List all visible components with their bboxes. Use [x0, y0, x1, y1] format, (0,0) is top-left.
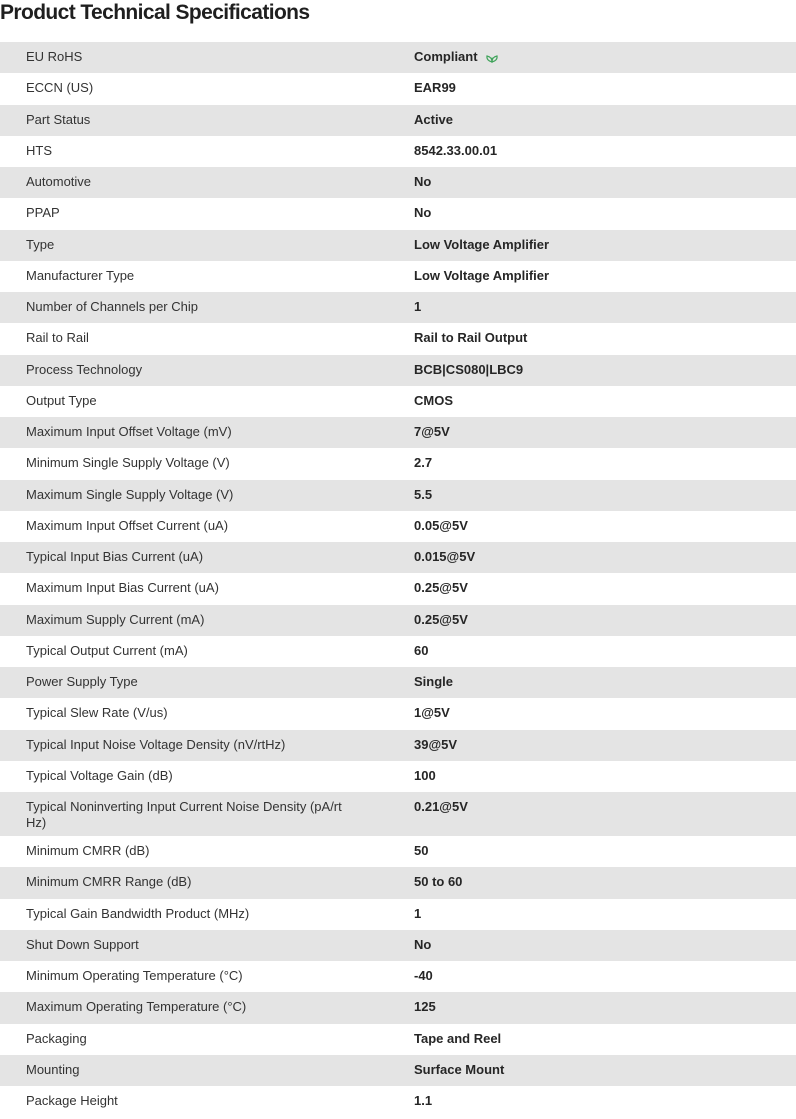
spec-row [0, 73, 796, 104]
spec-row [0, 636, 796, 667]
spec-value [414, 174, 431, 190]
spec-value-text: 7@5V [414, 424, 450, 439]
spec-value [414, 1093, 432, 1109]
spec-row [0, 230, 796, 261]
spec-label: Rail to Rail [26, 330, 89, 346]
spec-value [414, 424, 450, 440]
spec-value [414, 112, 453, 128]
spec-row [0, 867, 796, 898]
spec-table [0, 42, 796, 1117]
spec-label: Maximum Operating Temperature (°C) [26, 999, 247, 1015]
spec-value-text: CMOS [414, 392, 453, 408]
spec-label: Maximum Supply Current (mA) [26, 611, 205, 627]
spec-row [0, 698, 796, 729]
spec-label: HTS [26, 142, 52, 158]
spec-value [414, 843, 428, 859]
spec-value-text: Active [414, 111, 454, 127]
spec-row [0, 323, 796, 354]
spec-value [414, 705, 450, 721]
spec-row [0, 1086, 796, 1117]
spec-value-text: No [414, 205, 432, 221]
spec-value [414, 487, 432, 503]
spec-value-text: 2.7 [414, 455, 433, 471]
spec-label: ECCN (US) [26, 80, 94, 96]
spec-row [0, 667, 796, 698]
spec-row [0, 480, 796, 511]
spec-value-text: No [414, 174, 432, 189]
spec-value [414, 80, 456, 96]
spec-row [0, 836, 796, 867]
spec-row [0, 292, 796, 323]
spec-value-text: 39@5V [414, 736, 458, 752]
spec-value-text: Single [414, 674, 454, 689]
spec-value [414, 580, 468, 596]
spec-value [414, 49, 499, 65]
spec-value-text: No [414, 936, 432, 952]
spec-value-text: 1 [414, 905, 422, 921]
spec-label: Packaging [26, 1030, 87, 1046]
spec-row [0, 105, 796, 136]
spec-value-text: BCB|CS080|LBC9 [414, 361, 524, 377]
spec-value-text: Compliant [414, 49, 478, 64]
spec-label: Minimum CMRR Range (dB) [26, 874, 192, 890]
spec-value [414, 999, 436, 1015]
spec-label: Maximum Input Offset Current (uA) [26, 517, 229, 533]
spec-label: Maximum Single Supply Voltage (V) [26, 486, 234, 502]
spec-row [0, 167, 796, 198]
spec-row [0, 573, 796, 604]
spec-label: Automotive [26, 174, 92, 189]
spec-value-text: Surface Mount [414, 1061, 505, 1077]
spec-value [414, 874, 462, 890]
spec-value [414, 737, 457, 753]
spec-value-text: 1@5V [414, 705, 450, 721]
spec-label: Maximum Input Bias Current (uA) [26, 580, 219, 596]
spec-value-text: 0.25@5V [414, 611, 468, 627]
spec-label: Typical Input Noise Voltage Density (nV/rtHz) [26, 736, 286, 752]
spec-value [414, 549, 475, 565]
spec-label: Power Supply Type [26, 674, 138, 689]
spec-label: Maximum Input Offset Voltage (mV) [26, 424, 232, 439]
spec-label: Typical Slew Rate (V/us) [26, 705, 168, 721]
spec-row [0, 448, 796, 479]
spec-value-text: EAR99 [414, 80, 456, 96]
spec-row [0, 386, 796, 417]
spec-value [414, 518, 468, 534]
spec-row [0, 899, 796, 930]
spec-value [414, 612, 468, 628]
spec-value [414, 768, 436, 784]
spec-value [414, 674, 453, 690]
spec-value [414, 393, 453, 409]
spec-label: EU RoHS [26, 49, 83, 64]
spec-value-text: 100 [414, 767, 436, 783]
spec-row [0, 136, 796, 167]
spec-label: Part Status [26, 111, 91, 127]
spec-row [0, 417, 796, 448]
spec-value [414, 268, 549, 284]
spec-label: Number of Channels per Chip [26, 299, 198, 314]
spec-value [414, 643, 428, 659]
spec-label: PPAP [26, 205, 60, 221]
spec-label: Shut Down Support [26, 936, 139, 952]
spec-value [414, 205, 431, 221]
spec-value [414, 906, 421, 922]
spec-label: Process Technology [26, 361, 143, 377]
spec-row [0, 992, 796, 1023]
page-title: Product Technical Specifications [0, 1, 310, 24]
spec-value [414, 455, 432, 471]
spec-label: Minimum Operating Temperature (°C) [26, 968, 243, 983]
spec-value [414, 362, 523, 378]
spec-label: Type [26, 236, 55, 252]
spec-row [0, 261, 796, 292]
spec-label: Mounting [26, 1061, 80, 1077]
spec-value [414, 799, 468, 815]
spec-value [414, 968, 433, 984]
spec-value-text: Low Voltage Amplifier [414, 267, 550, 283]
spec-value-text: Rail to Rail Output [414, 330, 528, 346]
spec-value-text: 50 [414, 843, 429, 858]
spec-value-text: 60 [414, 642, 429, 658]
spec-value [414, 1062, 504, 1078]
spec-label: Typical Input Bias Current (uA) [26, 549, 204, 564]
spec-value-text: 0.015@5V [414, 549, 476, 564]
spec-row [0, 511, 796, 542]
spec-value-text: 0.21@5V [414, 799, 468, 814]
spec-label: Minimum CMRR (dB) [26, 843, 150, 858]
spec-row [0, 1055, 796, 1086]
spec-value-text: 125 [414, 999, 436, 1015]
spec-value-text: 8542.33.00.01 [414, 142, 498, 158]
spec-value-text: 1.1 [414, 1093, 433, 1108]
spec-label: Typical Output Current (mA) [26, 642, 188, 658]
spec-value-text: 50 to 60 [414, 874, 463, 890]
spec-value [414, 237, 549, 253]
spec-value [414, 143, 497, 159]
spec-value-text: 1 [414, 299, 422, 314]
spec-value-text: -40 [414, 968, 433, 983]
spec-row [0, 792, 796, 836]
spec-value-text: Low Voltage Amplifier [414, 236, 550, 252]
spec-row [0, 198, 796, 229]
spec-row [0, 355, 796, 386]
spec-label: Typical Gain Bandwidth Product (MHz) [26, 905, 250, 921]
spec-row [0, 1024, 796, 1055]
spec-value [414, 937, 431, 953]
spec-label: Package Height [26, 1093, 118, 1108]
spec-label: Typical Voltage Gain (dB) [26, 767, 173, 783]
spec-row [0, 542, 796, 573]
spec-value-text: 5.5 [414, 486, 433, 502]
spec-row [0, 930, 796, 961]
spec-value [414, 1031, 501, 1047]
spec-row [0, 730, 796, 761]
spec-row [0, 961, 796, 992]
spec-value [414, 299, 421, 315]
spec-row [0, 605, 796, 636]
spec-value [414, 330, 527, 346]
spec-row [0, 761, 796, 792]
spec-label: Typical Noninverting Input Current Noise Density (pA/rt Hz) [26, 799, 342, 830]
spec-row [0, 42, 796, 73]
spec-value-text: 0.05@5V [414, 517, 468, 533]
spec-value-text: 0.25@5V [414, 580, 468, 596]
spec-label: Manufacturer Type [26, 267, 135, 283]
spec-value-text: Tape and Reel [414, 1030, 502, 1046]
spec-label: Minimum Single Supply Voltage (V) [26, 455, 230, 471]
leaf-icon [485, 51, 499, 63]
spec-label: Output Type [26, 392, 97, 408]
